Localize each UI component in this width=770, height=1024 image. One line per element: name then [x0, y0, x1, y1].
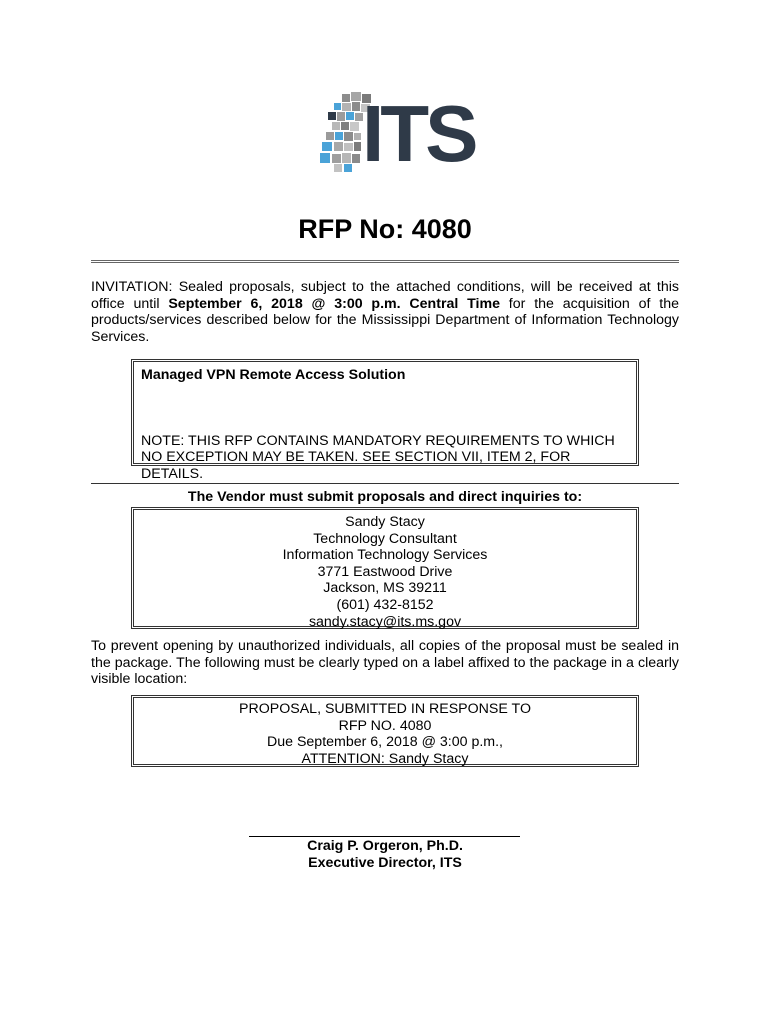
label-line: Due September 6, 2018 @ 3:00 p.m., — [266, 734, 504, 751]
contact-box — [131, 507, 639, 629]
label-box — [131, 695, 639, 767]
mandatory-note: NOTE: THIS RFP CONTAINS MANDATORY REQUIREMENTS TO WHICH NO EXCEPTION MAY BE TAKEN. SEE SECTION VII, ITEM 2, FOR DETAILS. — [141, 432, 615, 482]
divider — [91, 260, 679, 263]
label-line: RFP NO. 4080 — [338, 717, 432, 734]
contact-name: Sandy Stacy — [345, 514, 425, 530]
label-line: ATTENTION: Sandy Stacy — [301, 750, 469, 767]
invitation-paragraph — [91, 279, 679, 345]
project-title: Managed VPN Remote Access Solution — [141, 367, 406, 383]
invitation-text-start: INVITATION: Sealed proposals, subject to the attached conditions, will be received at this office until — [91, 279, 679, 312]
deadline-text: September 6, 2018 @ 3:00 p.m. Central Time — [168, 295, 500, 312]
contact-email: sandy.stacy@its.ms.gov — [308, 613, 462, 630]
project-box — [131, 359, 639, 482]
rfp-title: RFP No: 4080 — [298, 214, 472, 244]
contact-heading: The Vendor must submit proposals and direct inquiries to: — [187, 489, 583, 505]
signatory-title: Executive Director, ITS — [308, 855, 462, 871]
logo-wordmark: ITS — [362, 89, 475, 178]
divider — [91, 483, 679, 484]
contact-phone: (601) 432-8152 — [336, 596, 434, 613]
contact-street: 3771 Eastwood Drive — [317, 563, 453, 580]
contact-organization: Information Technology Services — [282, 547, 488, 564]
label-instructions: To prevent opening by unauthorized individuals, all copies of the proposal must be sealed in the package. The following must be clearly typed on a label affixed to the package in a clearly visible location: — [91, 638, 679, 688]
signature-line — [249, 836, 520, 837]
invitation-text-end: for the acquisition of the products/services described below for the Mississippi Department of Information Technology Services. — [91, 295, 679, 345]
label-line: PROPOSAL, SUBMITTED IN RESPONSE TO — [239, 701, 531, 717]
signatory-name: Craig P. Orgeron, Ph.D. — [307, 838, 463, 854]
contact-title: Technology Consultant — [313, 530, 457, 547]
contact-city: Jackson, MS 39211 — [323, 580, 447, 597]
